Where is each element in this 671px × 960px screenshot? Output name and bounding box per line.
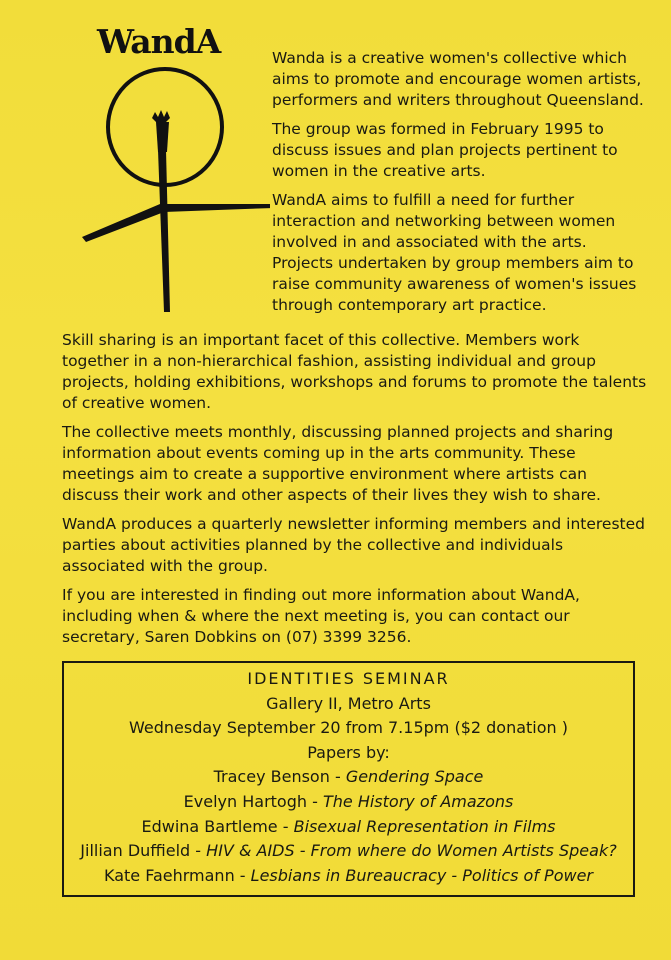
seminar-venue: Gallery II, Metro Arts [266, 693, 431, 713]
paper-speaker: Edwina Bartleme [141, 816, 278, 836]
paper-separator: - [190, 841, 207, 861]
intro-paragraph-3: WandA aims to fulfill a need for further interaction and networking between women involved in and associated with the arts. Projects undertaken by group members aim to raise community awareness of women's issues through contemporary art practice. [272, 191, 637, 314]
paper-separator: - [277, 816, 294, 836]
paper-entry [64, 765, 633, 790]
paper-title: The History of Amazons [322, 791, 514, 811]
paper-speaker: Tracey Benson [213, 767, 330, 787]
paper-speaker: Evelyn Hartogh [183, 791, 308, 811]
body-paragraph-2: The collective meets monthly, discussing planned projects and sharing information about events coming up in the arts community. These meetings aim to create a supportive environment where artists can discuss their work and other aspects of their lives they wish to share. [62, 423, 614, 504]
intro-paragraph-2: The group was formed in February 1995 to discuss issues and plan projects pertinent to women in the creative arts. [272, 120, 618, 180]
paper-separator: - [329, 767, 346, 787]
intro-paragraph-1: Wanda is a creative women's collective which aims to promote and encourage women artists, performers and writers throughout Queensland. [272, 49, 644, 109]
logo-wordmark: WandA [97, 22, 221, 61]
paper-entry [64, 839, 633, 864]
seminar-when: Wednesday September 20 from 7.15pm ($2 donation ) [128, 718, 568, 738]
paper-entry [64, 864, 633, 889]
paper-separator: - [307, 791, 323, 811]
paper-title: Gendering Space [345, 767, 484, 787]
paper-title: Bisexual Representation in Films [293, 816, 556, 836]
paper-title: Lesbians in Bureaucracy - Politics of Power [250, 865, 593, 885]
paper-speaker: Jillian Duffield [80, 841, 191, 861]
intro-column [272, 48, 652, 324]
paper-title: HIV & AIDS - From where do Women Artists Speak? [206, 841, 617, 861]
body-text [62, 330, 647, 656]
seminar-title: IDENTITIES SEMINAR [247, 669, 450, 688]
paper-entry [64, 815, 633, 840]
papers-heading: Papers by: [307, 742, 390, 762]
seminar-box [62, 661, 635, 897]
body-paragraph-1: Skill sharing is an important facet of this collective. Members work together in a non-hierarchical fashion, assisting individual and group projects, holding exhibitions, workshops and forums to promote the talents of creative women. [62, 331, 647, 412]
body-paragraph-4: If you are interested in finding out more information about WandA, including when & where the next meeting is, you can contact our secretary, Saren Dobkins on (07) 3399 3256. [62, 586, 580, 646]
paper-separator: - [234, 865, 251, 885]
paper-speaker: Kate Faehrmann [104, 865, 235, 885]
paper-entry [64, 790, 633, 815]
wanda-symbol-icon [80, 62, 270, 317]
body-paragraph-3: WandA produces a quarterly newsletter informing members and interested parties about activities planned by the collective and individuals associated with the group. [62, 515, 645, 575]
